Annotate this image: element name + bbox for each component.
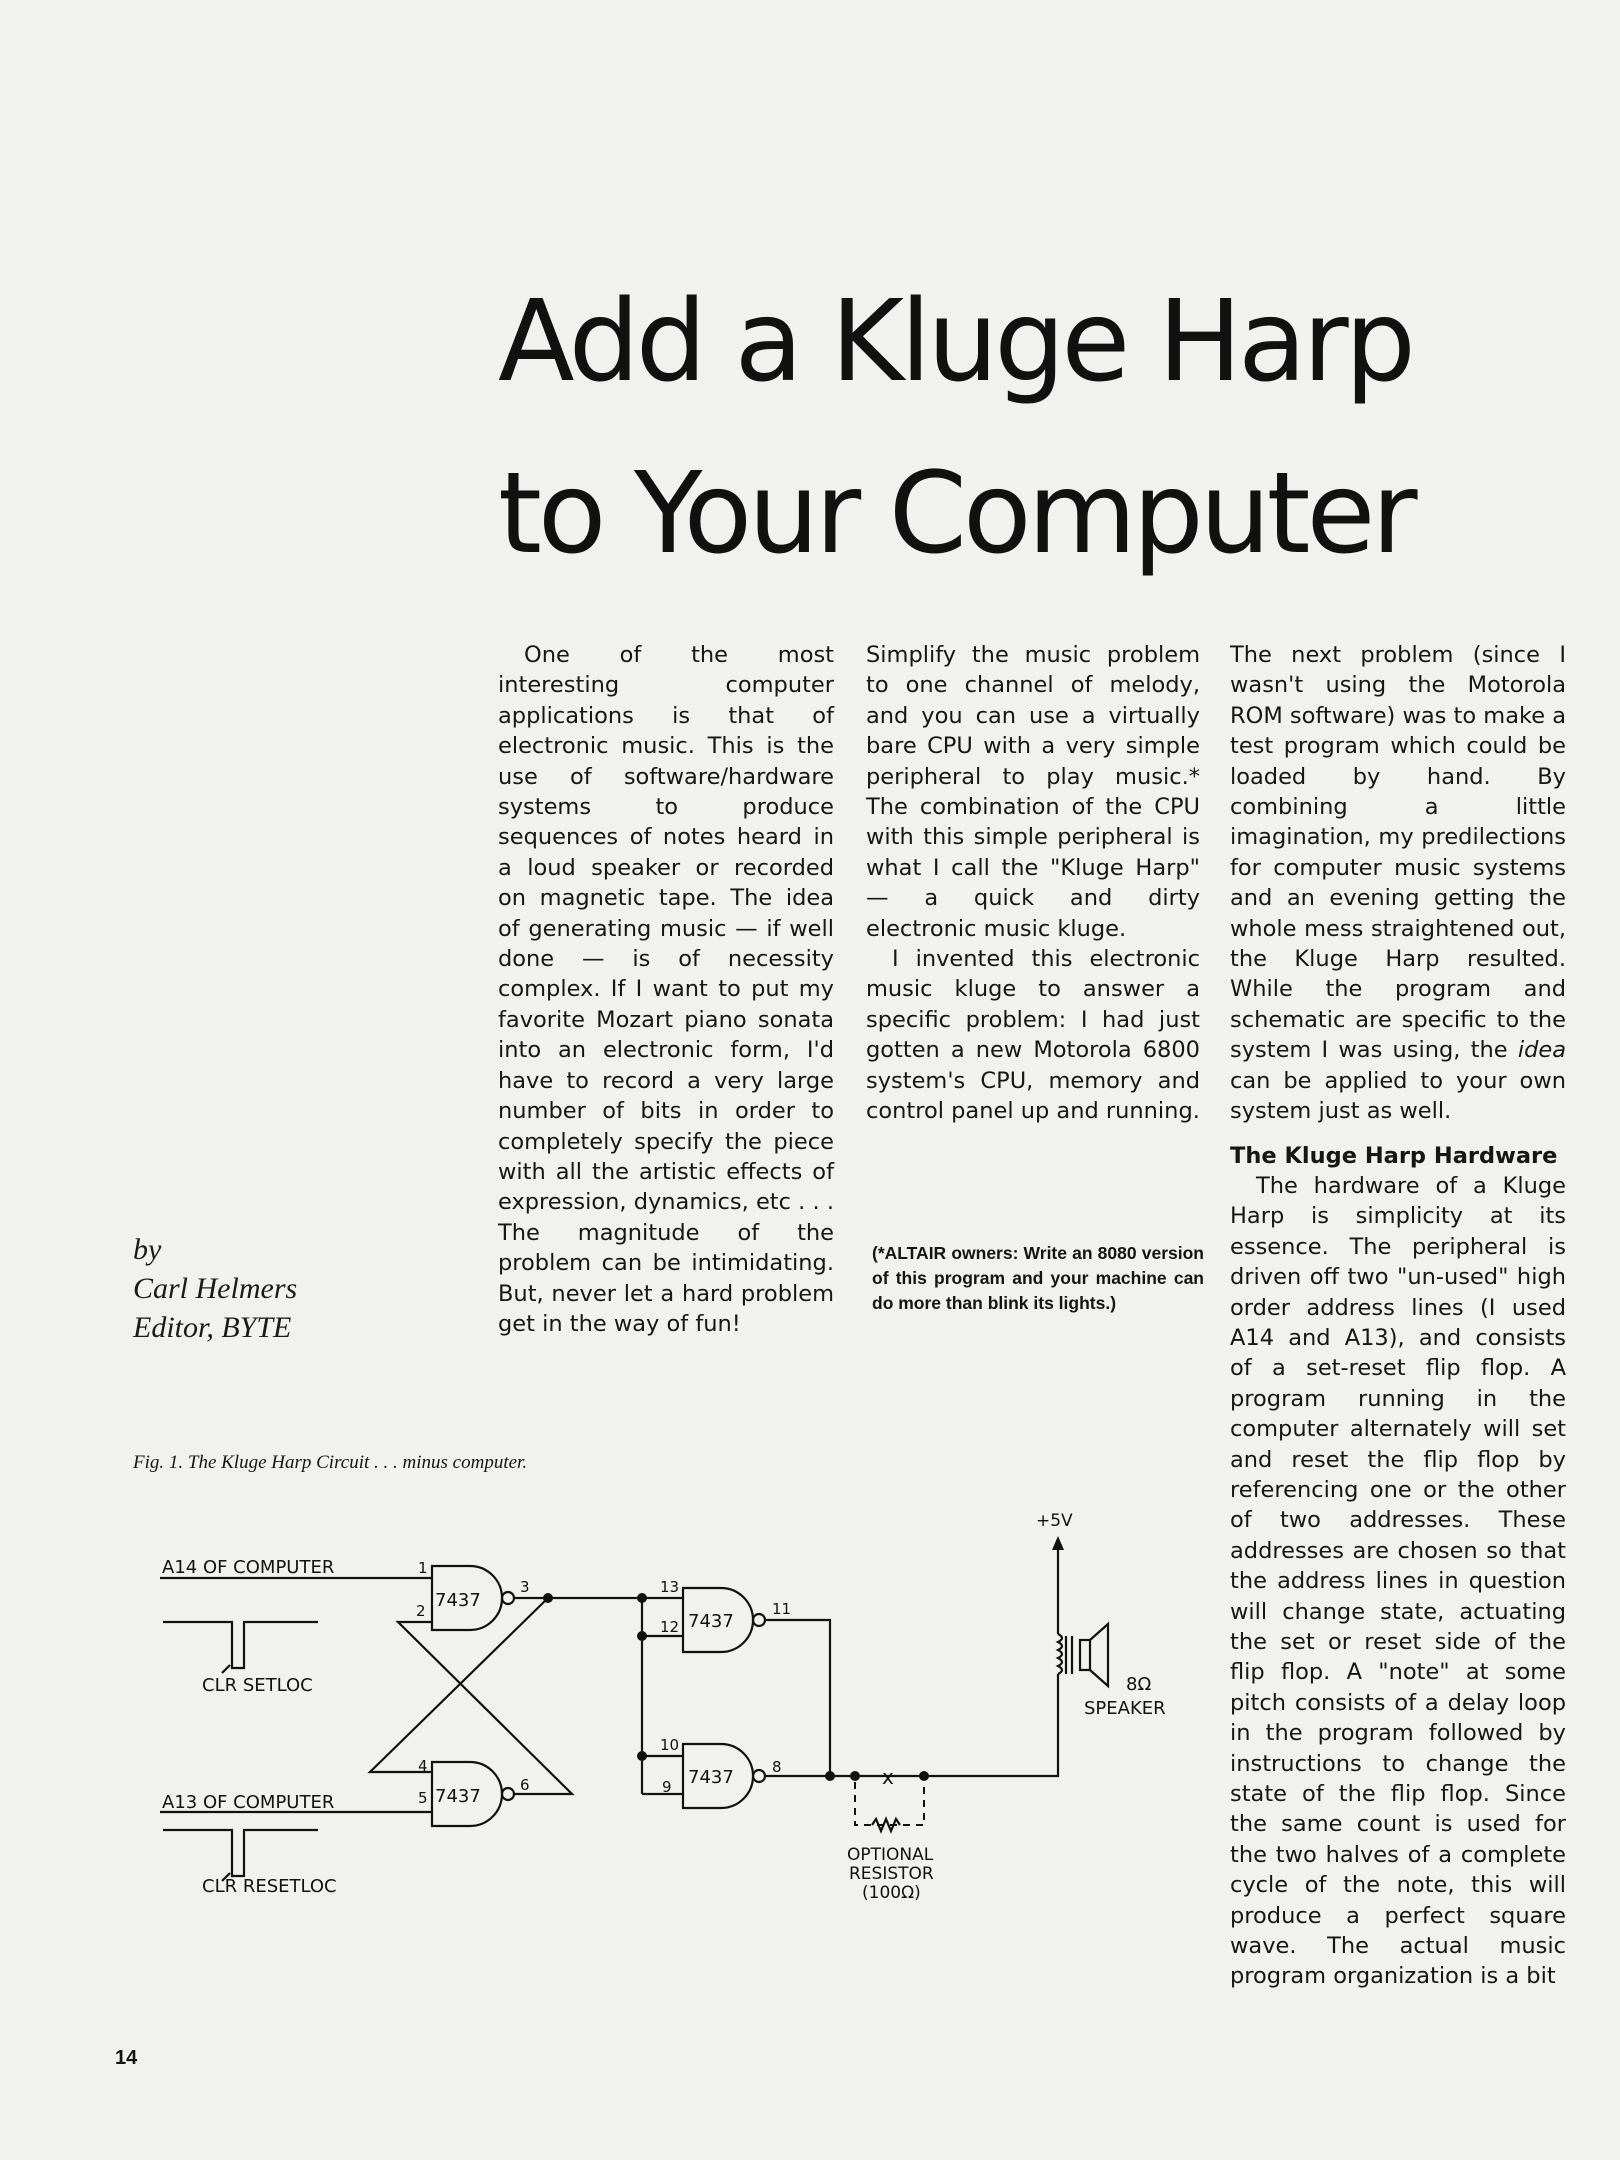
byline-by: by xyxy=(133,1233,162,1266)
feedback-to-gate-2 xyxy=(370,1598,548,1772)
page-number: 14 xyxy=(115,2047,138,2069)
transformer-coil xyxy=(1058,1634,1062,1674)
clr-resetloc-label: CLR RESETLOC xyxy=(202,1876,337,1897)
column-1-paragraph: One of the most interesting computer applications is that of electronic music. This is the use of software/hardware systems to produce sequences of notes heard in a loud speaker or recorded on magnetic tape. The idea of generating music — if well done — is of necessity complex. If I want to put my favorite Mozart piano sonata into an electronic form, I'd have to record a very large number of bits in order to completely specify the piece with all the artistic effects of expression, dynamics, etc . . . The magnitude of the problem can be intimidating. But, never let a hard problem get in the way of fun! xyxy=(498,642,834,1337)
a13-label: A13 OF COMPUTER xyxy=(162,1792,335,1813)
speaker-label: SPEAKER xyxy=(1084,1698,1166,1719)
resistor-value: (100Ω) xyxy=(862,1883,921,1903)
column-3-text-a: The next problem (since I wasn't using the Motorola ROM software) was to make a test program which could be loaded by hand. By combining a little imagination, my predilections for computer music systems and an evening getting the whole mess straightened out, the Kluge Harp resulted. While the program and schematic are specific to the system I was using, the xyxy=(1230,642,1566,1064)
cut-mark: x xyxy=(882,1765,894,1789)
set-pulse xyxy=(163,1622,318,1668)
column-3-text-b: can be applied to your own system just as well. xyxy=(1230,1067,1566,1125)
impedance-label: 8Ω xyxy=(1126,1674,1152,1695)
gate-4-bubble xyxy=(753,1770,765,1782)
gate-1-bubble xyxy=(502,1592,514,1604)
gate-2-bubble xyxy=(502,1788,514,1800)
speaker-magnet xyxy=(1080,1640,1090,1670)
section-heading: The Kluge Harp Hardware xyxy=(1230,1142,1558,1169)
reset-pulse xyxy=(163,1830,318,1876)
byline-role: Editor, BYTE xyxy=(133,1311,292,1344)
clr-setloc-label: CLR SETLOC xyxy=(202,1675,313,1696)
set-pulse-arrow xyxy=(222,1665,230,1673)
emphasis-idea: idea xyxy=(1517,1037,1566,1064)
junction-5 xyxy=(825,1771,835,1781)
speaker-cone xyxy=(1090,1624,1108,1686)
junction-3 xyxy=(637,1631,647,1641)
gate-2-chip: 7437 xyxy=(435,1786,481,1807)
junction-4 xyxy=(637,1751,647,1761)
pin-12: 12 xyxy=(660,1618,680,1636)
column-2-paragraph-2: I invented this electronic music kluge to answer a specific problem: I had just gotten a new Motorola 6800 system's CPU, memory and control panel up and running. xyxy=(866,946,1200,1125)
optional-label: OPTIONAL xyxy=(847,1845,934,1865)
byline-author: Carl Helmers xyxy=(133,1272,298,1305)
gate-3-chip: 7437 xyxy=(688,1611,734,1632)
junction-7 xyxy=(919,1771,929,1781)
pin-2: 2 xyxy=(416,1602,426,1620)
junction-2 xyxy=(637,1593,647,1603)
pin-4: 4 xyxy=(418,1757,428,1775)
gate-3-output xyxy=(765,1620,830,1776)
footnote: (*ALTAIR owners: Write an 8080 version of this program and your machine can do more than blink its lights.) xyxy=(872,1243,1204,1313)
pin-3: 3 xyxy=(520,1578,530,1596)
title-line-2: to Your Computer xyxy=(498,449,1414,579)
pin-6: 6 xyxy=(520,1776,530,1794)
figure-caption: Fig. 1. The Kluge Harp Circuit . . . minus computer. xyxy=(133,1452,528,1473)
gate-1-chip: 7437 xyxy=(435,1590,481,1611)
pin-1: 1 xyxy=(418,1559,428,1577)
pin-13: 13 xyxy=(660,1578,680,1596)
pin-11: 11 xyxy=(772,1600,792,1618)
gate-3-bubble xyxy=(753,1614,765,1626)
vcc-label: +5V xyxy=(1036,1511,1073,1531)
pin-8: 8 xyxy=(772,1758,782,1776)
pin-10: 10 xyxy=(660,1736,680,1754)
junction-6 xyxy=(850,1771,860,1781)
vcc-arrow xyxy=(1052,1536,1064,1550)
a14-label: A14 OF COMPUTER xyxy=(162,1557,335,1578)
pin-9: 9 xyxy=(662,1778,672,1796)
resistor-label: RESISTOR xyxy=(849,1864,934,1884)
title-line-1: Add a Kluge Harp xyxy=(498,277,1412,407)
pin-5: 5 xyxy=(418,1789,428,1807)
column-3-paragraph-2: The hardware of a Kluge Harp is simplicity at its essence. The peripheral is driven off two "un-used" high order address lines (I used A14 and A13), and consists of a set-reset flip flop. A program running in the computer alternately will set and reset the flip flop by referencing one or the other of two addresses. These addresses are chosen so that the address lines in question will change state, actuating the set or reset side of the flip flop. A "note" at some pitch consists of a delay loop in the program followed by instructions to change the state of the flip flop. Since the same count is used for the two halves of a complete cycle of the note, this will produce a perfect square wave. The actual music program organization is a bit xyxy=(1230,1172,1566,1990)
output-line xyxy=(765,1674,1058,1776)
column-2-paragraph-1: Simplify the music problem to one channel of melody, and you can use a virtually bare CPU with a very simple peripheral to play music.* The combination of the CPU with this simple peripheral is what I call the "Kluge Harp" — a quick and dirty electronic music kluge. xyxy=(866,642,1200,942)
gate-4-chip: 7437 xyxy=(688,1767,734,1788)
